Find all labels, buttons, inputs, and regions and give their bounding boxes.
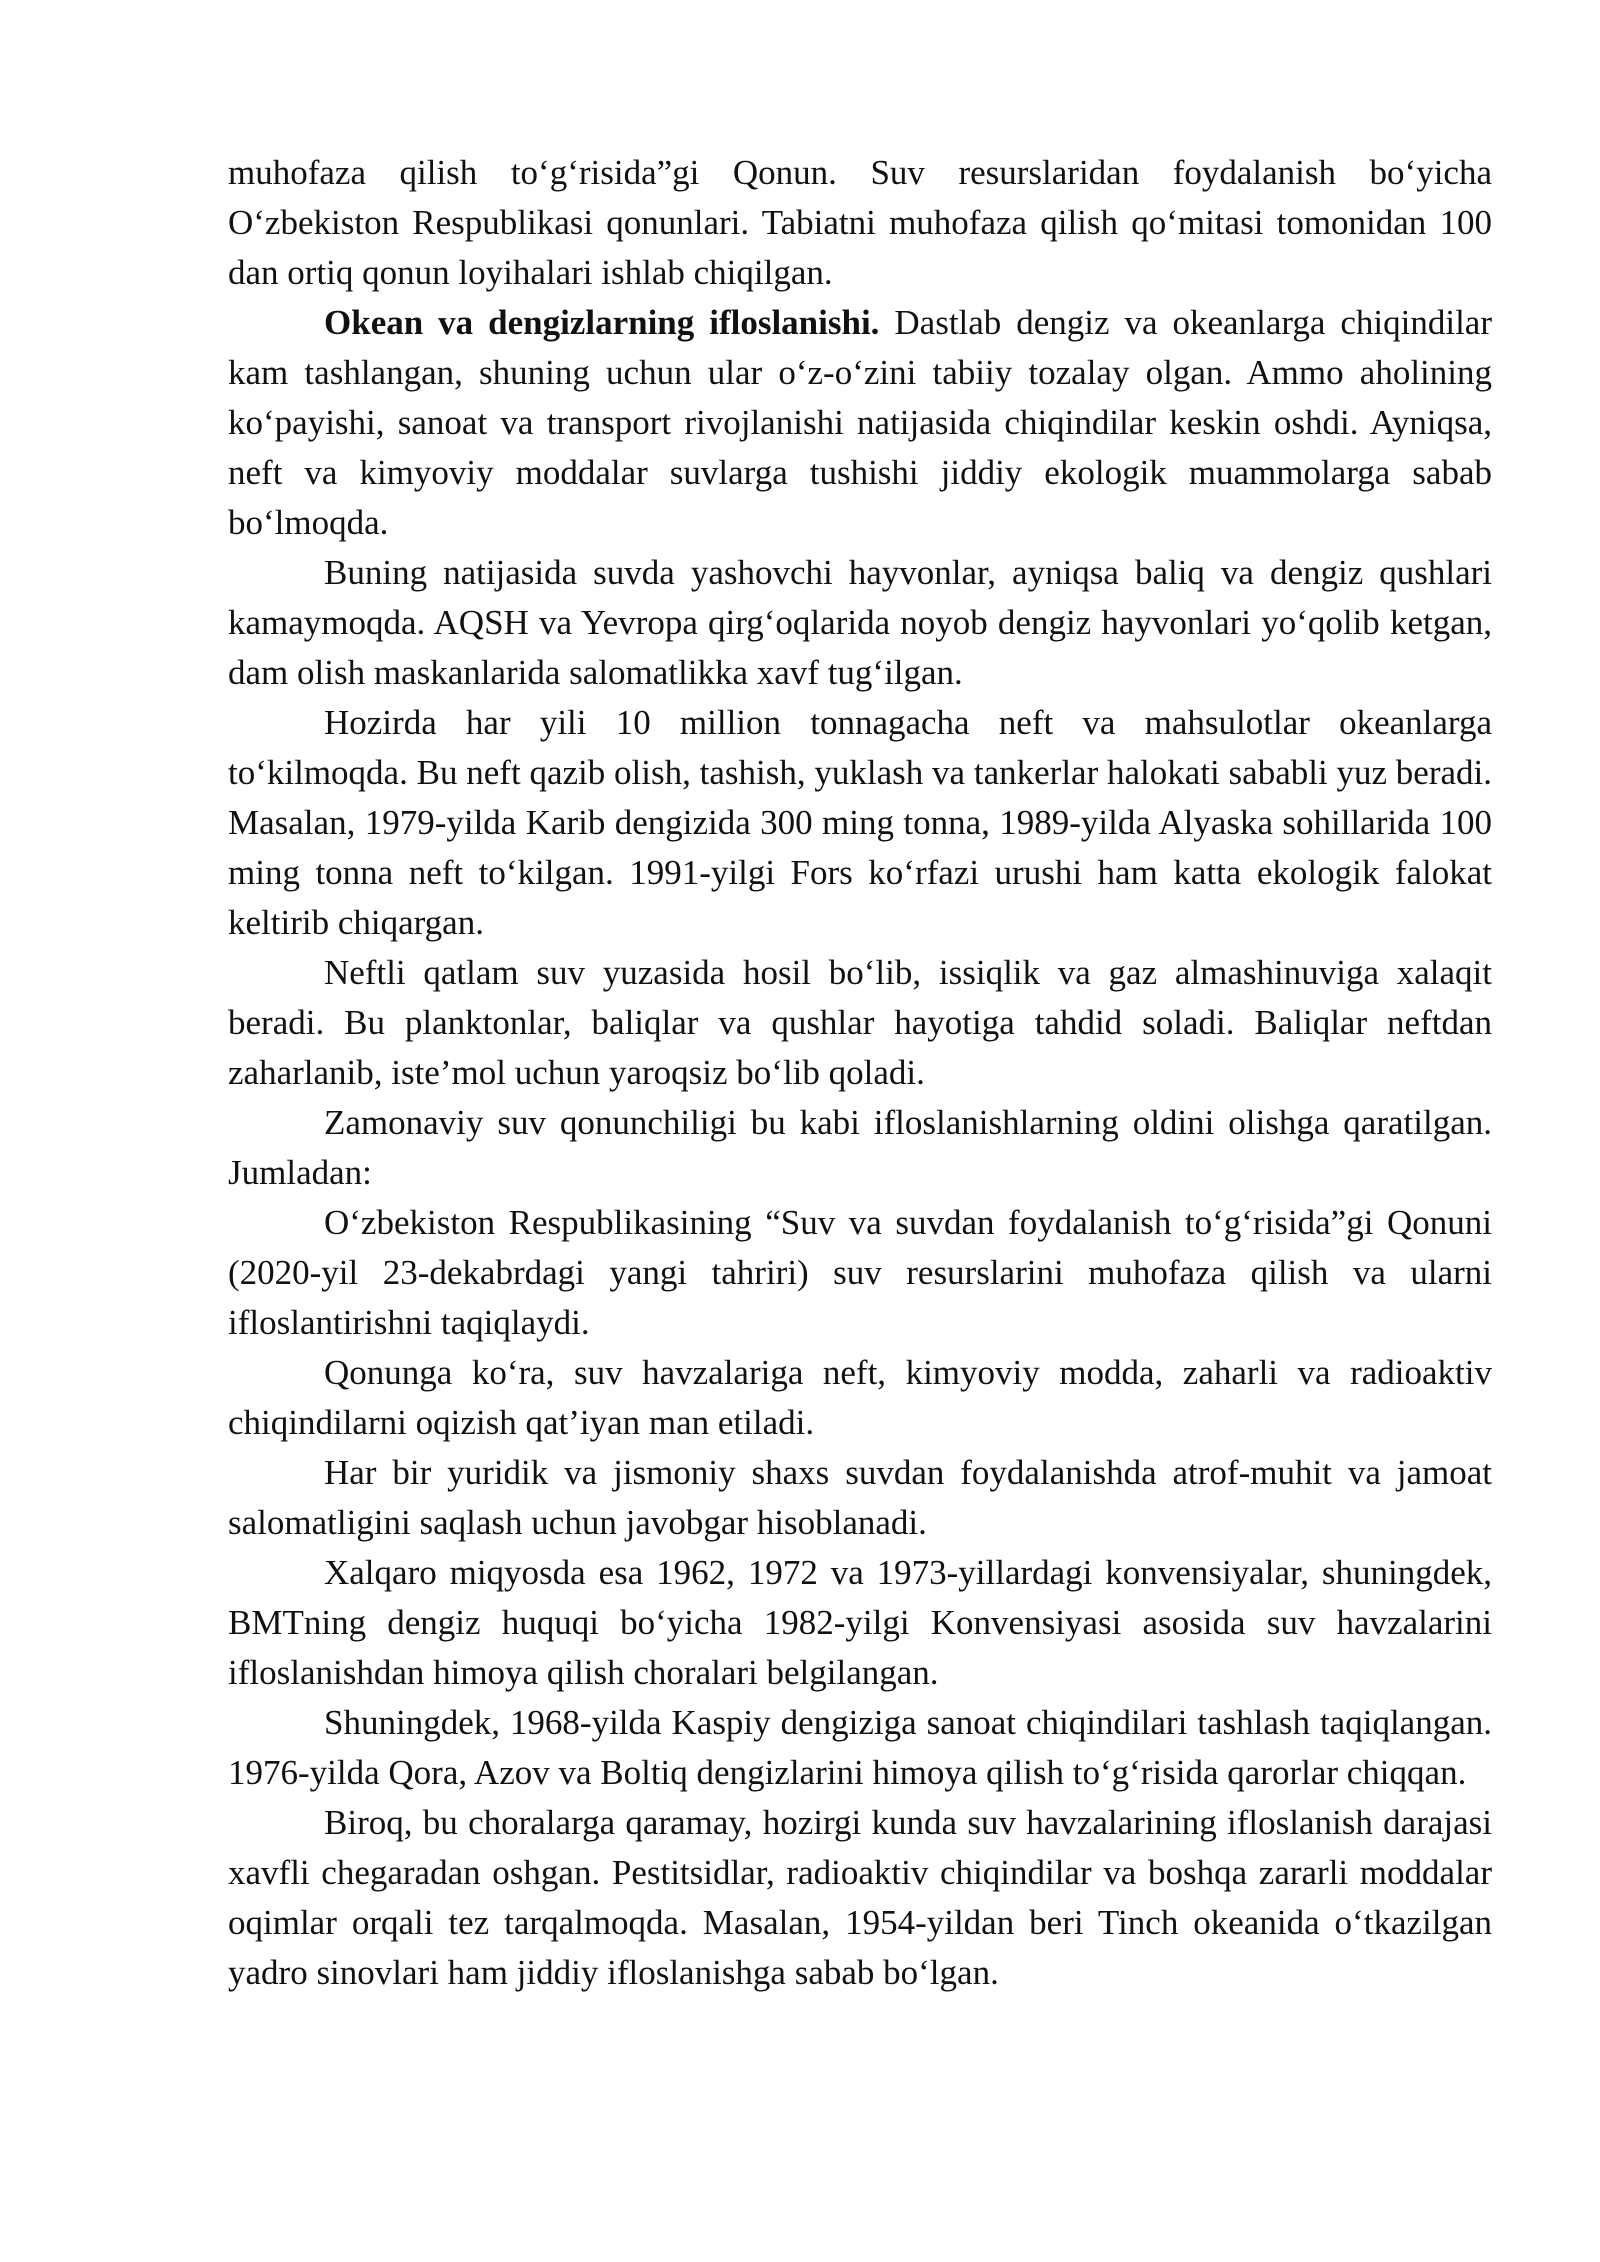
paragraph-discharge-ban: Qonunga ko‘ra, suv havzalariga neft, kimyoviy modda, zaharli va radioaktiv chiqindilarni oqizish qat’iyan man etiladi. (228, 1353, 1492, 1442)
paragraph-current-state: Biroq, bu choralarga qaramay, hozirgi kunda suv havzalarining ifloslanish darajasi xavfli chegaradan oshgan. Pestitsidlar, radioaktiv chiqindilar va boshqa zararli moddalar oqimlar orqali tez tarqalmoqda. Masalan, 1954-yildan beri Tinch okeanida o‘tkazilgan yadro sinovlari ham jiddiy ifloslanishga sabab bo‘lgan. (228, 1803, 1492, 1992)
paragraph-uzbek-law: O‘zbekiston Respublikasining “Suv va suvdan foydalanish to‘g‘risida”gi Qonuni (2020-yil 23-dekabrdagi yangi tahriri) suv resurslarini muhofaza qilish va ularni ifloslantirishni taqiqlaydi. (228, 1203, 1492, 1342)
section-heading-ocean-pollution: Okean va dengizlarning ifloslanishi. (324, 303, 880, 342)
paragraph-caspian: Shuningdek, 1968-yilda Kaspiy dengiziga sanoat chiqindilari tashlash taqiqlangan. 1976-yilda Qora, Azov va Boltiq dengizlarini himoya qilish to‘g‘risida qarorlar chiqqan. (228, 1703, 1492, 1792)
paragraph-water-legislation: Zamonaviy suv qonunchiligi bu kabi ifloslanishlarning oldini olishga qaratilgan. Jumladan: (228, 1103, 1492, 1192)
paragraph-marine-life: Buning natijasida suvda yashovchi hayvonlar, ayniqsa baliq va dengiz qushlari kamaymoqda. AQSH va Yevropa qirg‘oqlarida noyob dengiz hayvonlari yo‘qolib ketgan, dam olish maskanlarida salomatlikka xavf tug‘ilgan. (228, 553, 1492, 692)
paragraph-oil-layer: Neftli qatlam suv yuzasida hosil bo‘lib, issiqlik va gaz almashinuviga xalaqit beradi. Bu planktonlar, baliqlar va qushlar hayotiga tahdid soladi. Baliqlar neftdan zaharlanib, iste’mol uchun yaroqsiz bo‘lib qoladi. (228, 953, 1492, 1092)
paragraph-oil-spills: Hozirda har yili 10 million tonnagacha neft va mahsulotlar okeanlarga to‘kilmoqda. Bu neft qazib olish, tashish, yuklash va tankerlar halokati sababli yuz beradi. Masalan, 1979-yilda Karib dengizida 300 ming tonna, 1989-yilda Alyaska sohillarida 100 ming tonna neft to‘kilgan. 1991-yilgi Fors ko‘rfazi urushi ham katta ekologik falokat keltirib chiqargan. (228, 703, 1492, 942)
paragraph-international: Xalqaro miqyosda esa 1962, 1972 va 1973-yillardagi konvensiyalar, shuningdek, BMTning dengiz huquqi bo‘yicha 1982-yilgi Konvensiyasi asosida suv havzalarini ifloslanishdan himoya qilish choralari belgilangan. (228, 1553, 1492, 1692)
paragraph-responsibility: Har bir yuridik va jismoniy shaxs suvdan foydalanishda atrof-muhit va jamoat salomatligini saqlash uchun javobgar hisoblanadi. (228, 1453, 1492, 1542)
paragraph-text: Dastlab dengiz va okeanlarga chiqindilar kam tashlangan, shuning uchun ular o‘z-o‘zini tabiiy tozalay olgan. Ammo aholining ko‘payishi, sanoat va transport rivojlanishi natijasida chiqindilar keskin oshdi. Ayniqsa, neft va kimyoviy moddalar suvlarga tushishi jiddiy ekologik muammolarga sabab bo‘lmoqda. (228, 303, 1492, 542)
document-page (228, 148, 1492, 1998)
paragraph-continuation: muhofaza qilish to‘g‘risida”gi Qonun. Suv resurslaridan foydalanish bo‘yicha O‘zbekiston Respublikasi qonunlari. Tabiatni muhofaza qilish qo‘mitasi tomonidan 100 dan ortiq qonun loyihalari ishlab chiqilgan. (228, 153, 1492, 292)
paragraph-ocean-pollution (228, 298, 1492, 548)
